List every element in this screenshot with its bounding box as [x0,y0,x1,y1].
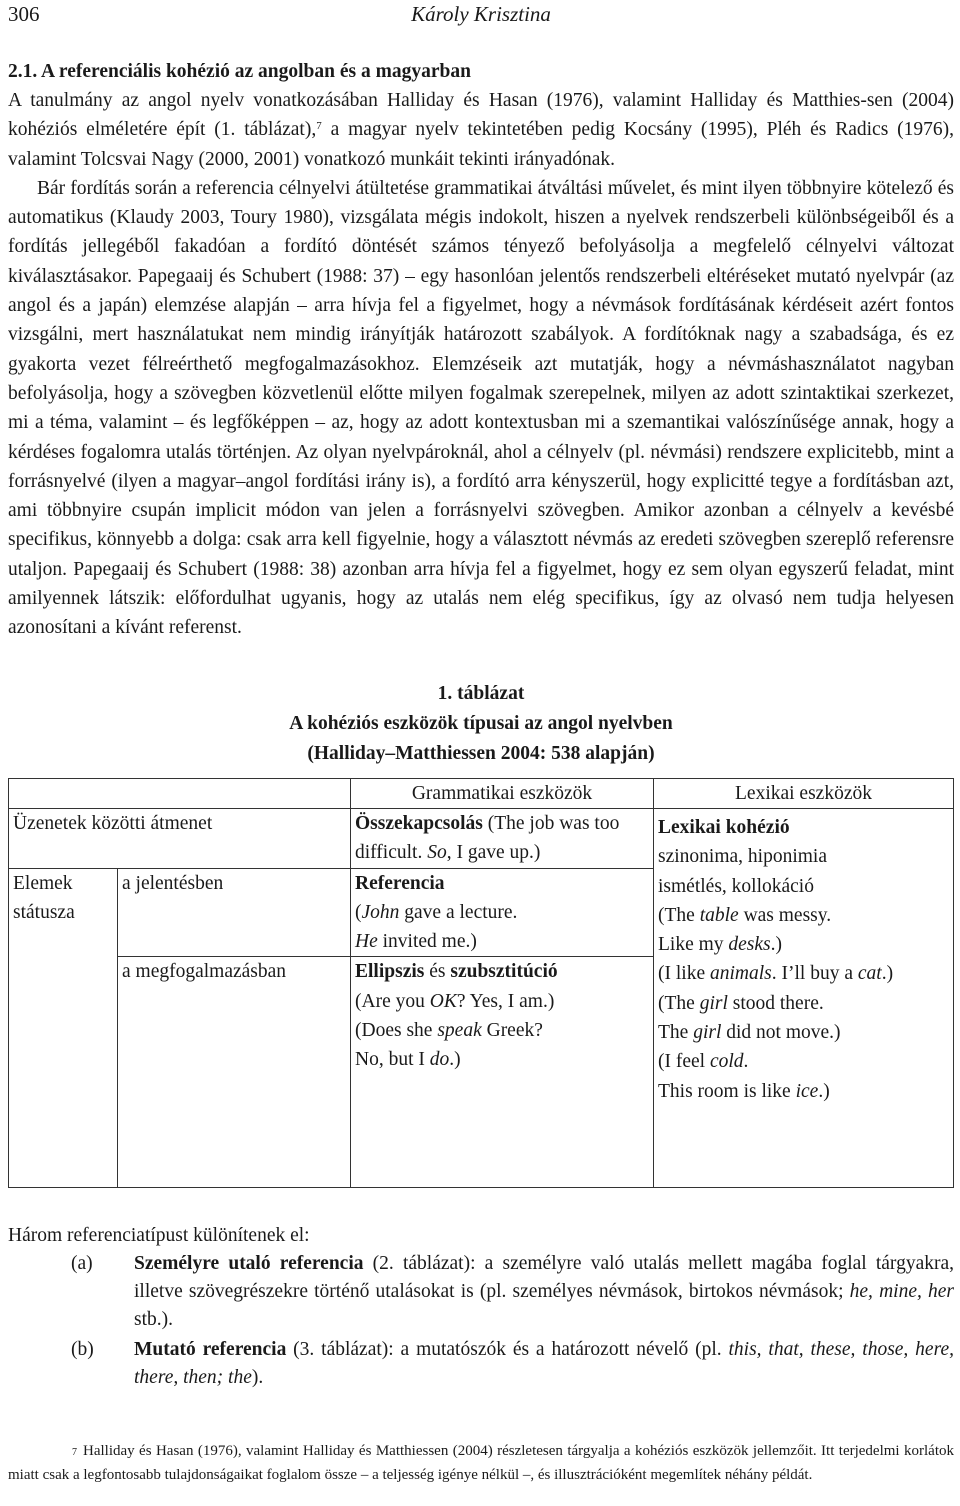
list-term: Személyre utaló referencia [134,1253,364,1275]
footnote-ref[interactable]: 7 [316,120,322,133]
row-label-status: Elemek státusza [9,868,118,1188]
paragraph-intro-text-a: A tanulmány az angol nyelv vonatkozásában Halliday és Hasan (1976), valamint Halliday és Matthies-sen (2004) kohéziós elméletére épít (1. táblázat), [8,90,954,141]
lexical-example: This room is like ice.) [658,1080,830,1102]
ellipsis-example: No, but I do.) [355,1049,461,1071]
lexical-example: (The girl stood there. [658,992,824,1014]
reference-example: He invited me.) [355,931,477,953]
term-conjunction: Összekapcsolás [355,812,483,834]
term-lexical-cohesion: Lexikai kohézió [658,816,790,838]
row-label-wording: a megfogalmazásban [118,957,351,1188]
list-label: (a) [71,1253,93,1275]
footnote [8,1440,954,1487]
table-header-row [9,778,954,808]
list-item-a [8,1250,954,1334]
section-heading: 2.1. A referenciális kohézió az angolban és a magyarban [8,61,471,82]
example-italic: So [427,842,447,864]
table-row-transition [9,808,954,868]
paragraph-body: Bár fordítás során a referencia célnyelvi átültetése grammatikai átváltási művelet, és mint ilyen többnyire kötelező és automatikus (Klaudy 2003, Toury 1980), vizsgálata mégis indokolt, hiszen a nyelvek rendszerbeli különbségeiből és a fordítás jellegéből fakadóan a fordító döntését számos tényező befolyásolja a megfelelő célnyelvi változat kiválasztásakor. Papegaaij és Schubert (1988: 37) – egy hasonlóan jelentős rendszerbeli eltéréseket mutató nyelvpár (az angol és a japán) elemzése alapján – arra hívja fel a figyelmet, hogy a névmások fordításának kérdéseit azért fontos vizsgálni, mert használatukat nem mindig irányítják határozott szabályok. A fordítóknak nagy a szabadsága, és ez gyakorta vezet félreérthető megfogalmazásokhoz. Elemzéseik azt mutatják, hogy a névmáshasználatot nagyban befolyásolja, hogy a szövegben közvetlenül előtte milyen fogalmak szerepelnek, milyen az adott szintaktikai szerkezet, mi a téma, valamint – és legfőképpen – az, hogy az adott kontextusban mi a szemantikai valószínűsége annak, hogy a kérdéses fogalomra utalás történjen. Az olyan nyelvpároknál, ahol a célnyelv (pl. névmási) rendszere explicitebb, mint a forrásnyelvé (ilyen a magyar–angol fordítási irány is), a fordító arra kényszerül, hogy explicitté tegye a fordításban azt, ami többnyire csupán implicit módon van jelen a forrásnyelvi szövegben. Amikor azonban a célnyelv a kevésbé specifikus, könnyebb a dolga: csak arra kell figyelnie, hogy a választott névmás az eredeti szövegben szereplő referensre utaljon. Papegaaij és Schubert (1988: 38) azonban arra hívja fel a figyelmet, hogy ez sem olyan egyszerű feladat, mint amilyennek látszik: előfordulhat ugyanis, hogy az utalás nem elég specifikus, így az olvasó nem tudja helyesen azonosítani a kívánt referenst. [8,177,954,639]
list-text: ). [251,1367,264,1389]
example-text: , I gave up.) [446,842,541,864]
list-text: stb.). [134,1309,173,1331]
list-text: (2. táblázat): a személyre való utalás mellett magába foglal tárgyakra, illetve szövegrészekre történő utalásokat is (pl. személyes névmások, birtokos névmások; [134,1253,955,1303]
list-example: this, that, these, those, here, there, then; the [134,1339,954,1389]
cell-ellipsis [351,957,654,1188]
term-reference: Referencia [355,872,445,894]
list-item-b [8,1336,954,1392]
ellipsis-example: (Are you OK? Yes, I am.) [355,990,555,1012]
cohesion-table [8,778,954,1189]
table-title: A kohéziós eszközök típusai az angol nyelvben [289,712,673,734]
paragraph-intro [8,86,954,174]
row-label-transition: Üzenetek közötti átmenet [9,808,351,868]
table-number: 1. táblázat [437,682,525,704]
row-label-meaning: a jelentésben [118,868,351,957]
cell-conjunction [351,808,654,868]
page [8,0,954,1392]
term-ellipsis: Ellipszis és szubsztitúció [355,961,558,983]
list-text: (3. táblázat): a mutatószók és a határozott névelő (pl. [286,1339,729,1361]
lexical-example: (I feel cold. [658,1051,749,1073]
table-source: (Halliday–Matthiessen 2004: 538 alapján) [307,742,655,764]
lexical-line: szinonima, hiponimia [658,846,827,868]
list-label: (b) [71,1339,94,1361]
ellipsis-example: (Does she speak Greek? [355,1020,543,1042]
lexical-line: ismétlés, kollokáció [658,875,814,897]
example-text: (The job was too difficult. [355,812,620,864]
paragraph-intro-text-b: a magyar nyelv tekintetében pedig Kocsány (1995), Pléh és Radics (1976), valamint Tolcsvai Nagy (2000, 2001) vonatkozó munkáit tekinti irányadónak. [8,119,954,170]
list-term: Mutató referencia [134,1339,287,1361]
lexical-example: The girl did not move.) [658,1022,841,1044]
list-example: he, mine, her [849,1281,954,1303]
lexical-example: (I like animals. I’ll buy a cat.) [658,963,894,985]
running-head [8,2,954,30]
header-lexical: Lexikai eszközök [654,778,954,808]
reference-example: (John gave a lecture. [355,901,518,923]
footnote-text: Halliday és Hasan (1976), valamint Halliday és Matthiessen (2004) részletesen tárgyalja a kohéziós eszközök jellemzőit. Itt terjedelmi korlátok miatt csak a legfontosabb tulajdonságaikat foglalom össze – a teljesség igénye nélkül –, és illusztrációként megemlítek néhány példát. [8,1443,954,1483]
lexical-example: (The table was messy. [658,904,832,926]
cell-reference [351,868,654,957]
lexical-example: Like my desks.) [658,934,783,956]
page-number: 306 [8,2,40,26]
header-grammatical: Grammatikai eszközök [351,778,654,808]
list-intro: Három referenciatípust különítenek el: [8,1225,310,1247]
table-corner-cell [9,778,351,808]
cell-lexical-cohesion [654,808,954,1187]
running-author: Károly Krisztina [411,2,551,26]
footnote-number: 7 [72,1447,77,1458]
